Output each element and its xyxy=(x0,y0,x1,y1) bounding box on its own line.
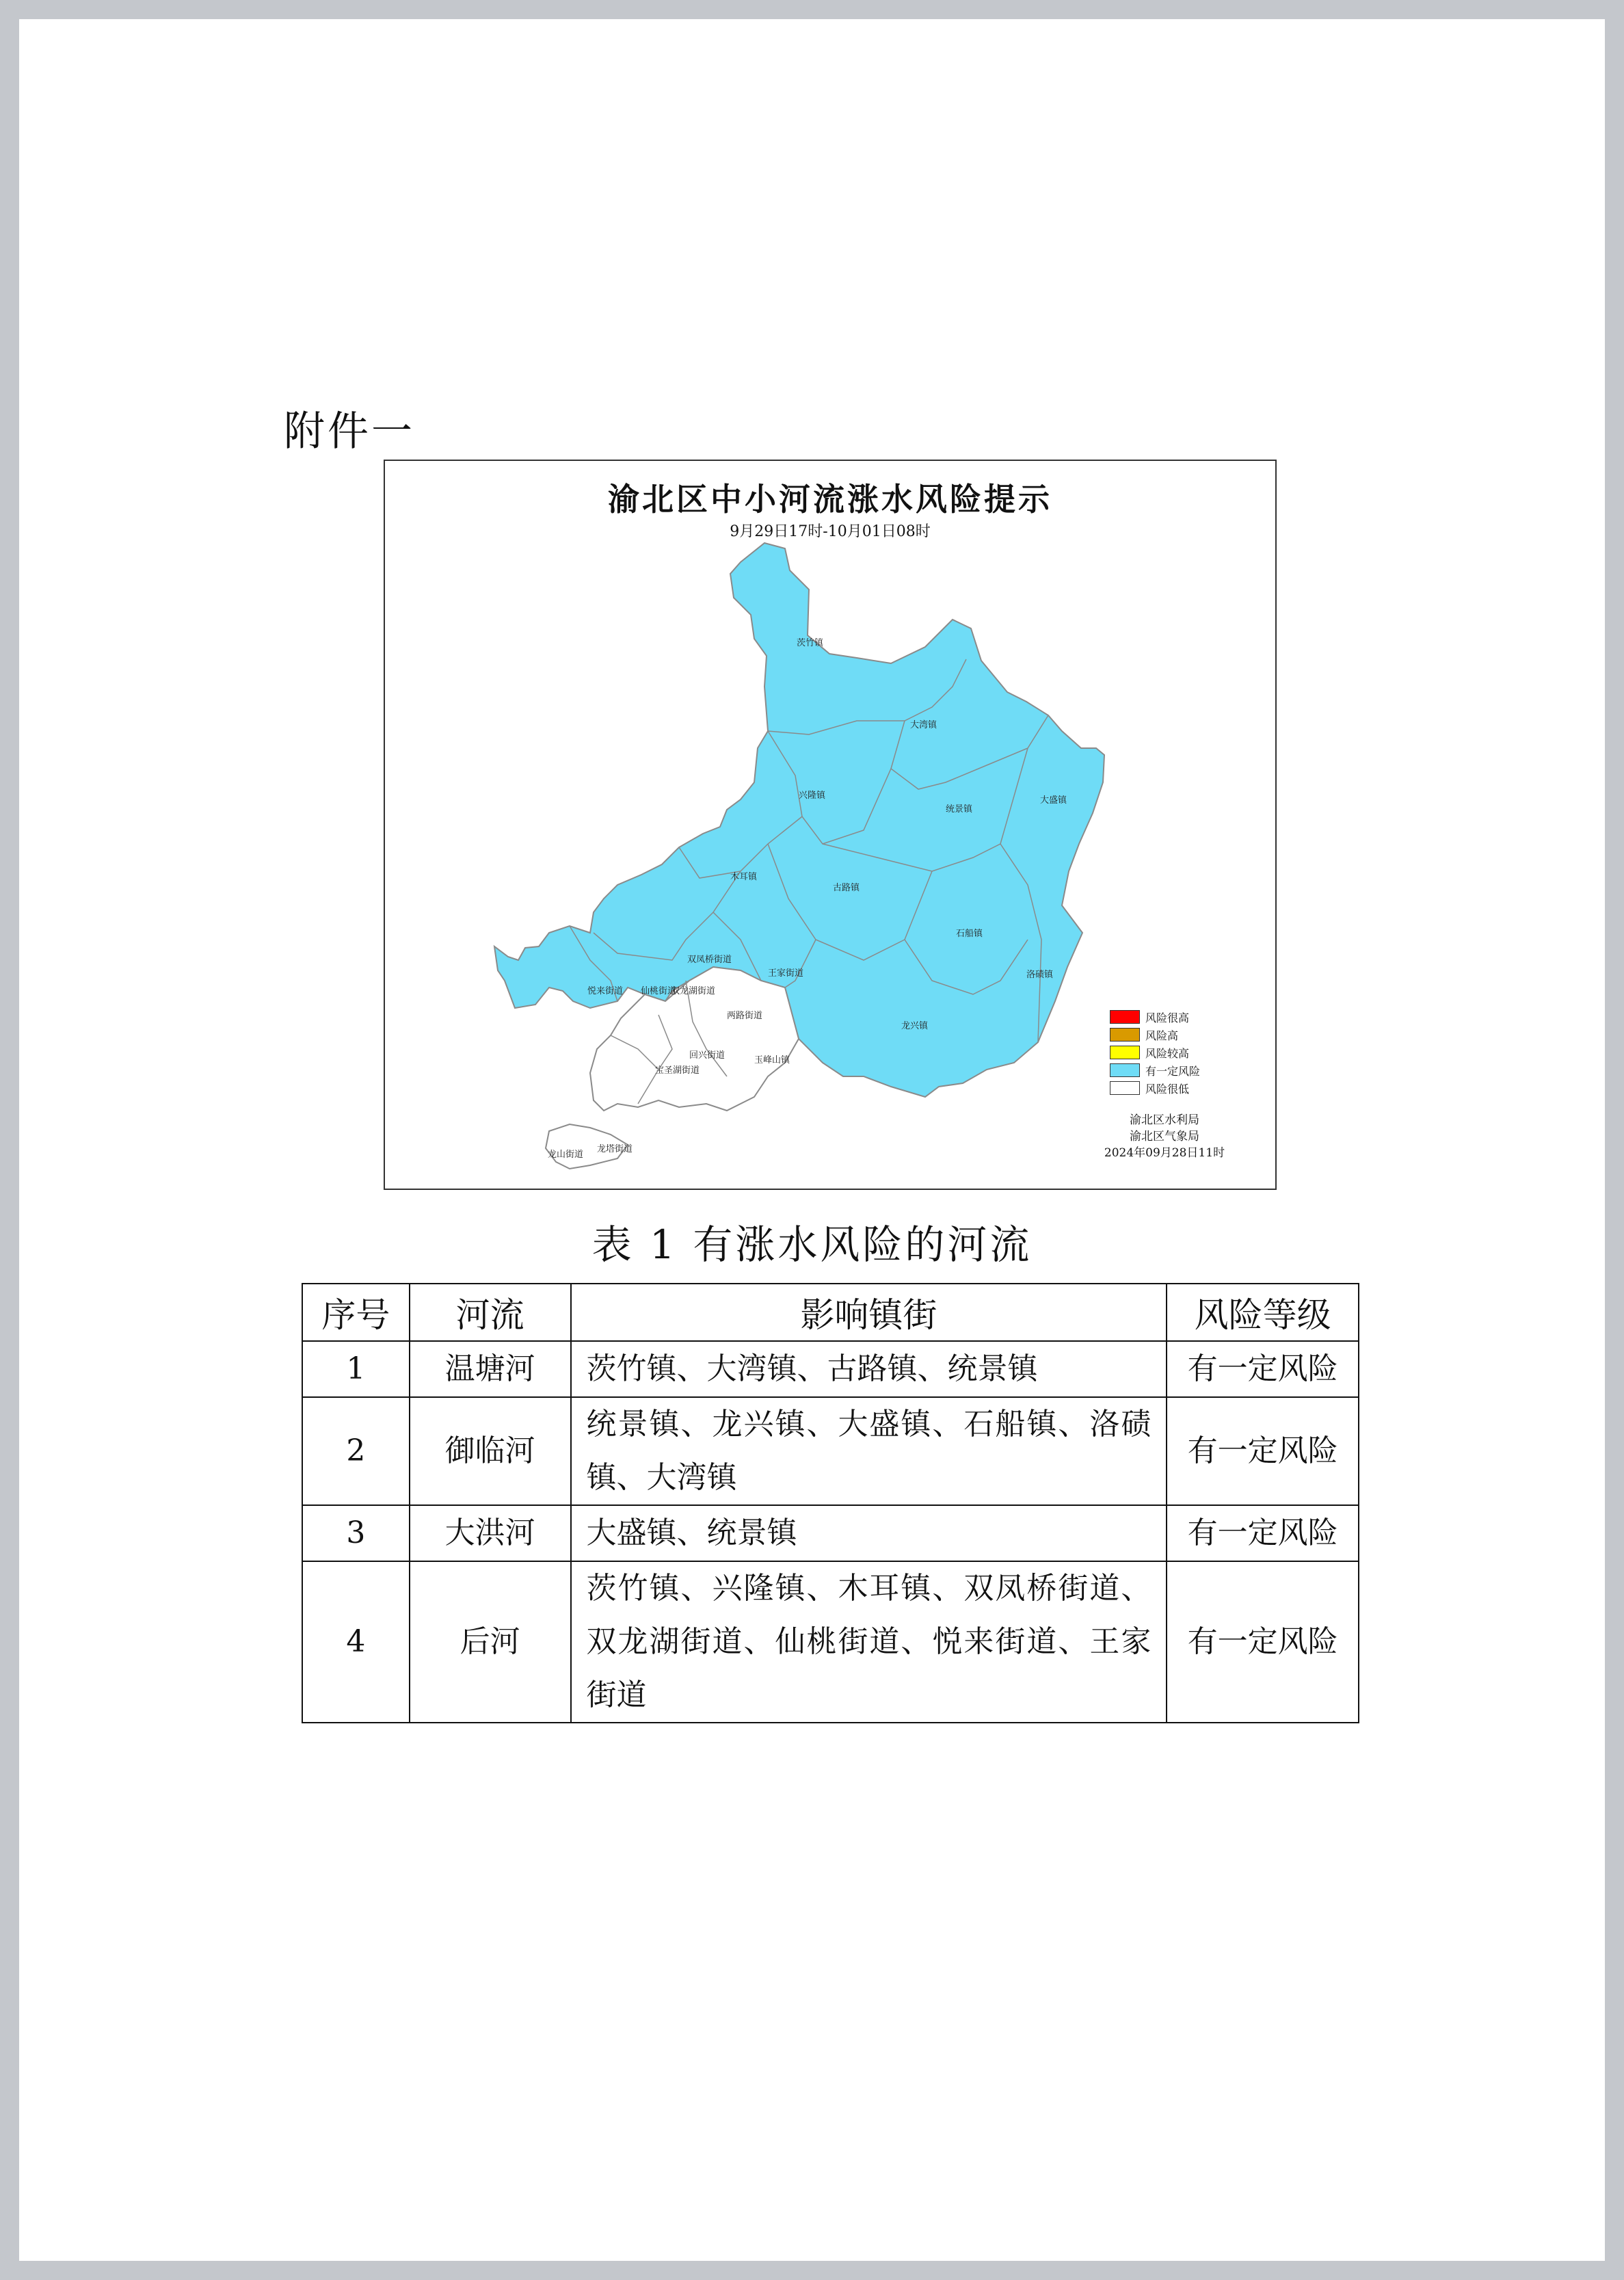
cell-towns: 大盛镇、统景镇 xyxy=(571,1505,1167,1561)
table-row xyxy=(302,1505,1359,1561)
table-header-row xyxy=(302,1284,1359,1341)
legend-swatch xyxy=(1110,1081,1140,1095)
town-label-yufengshan: 玉峰山镇 xyxy=(754,1055,790,1065)
cell-level: 有一定风险 xyxy=(1167,1341,1359,1397)
header-towns: 影响镇街 xyxy=(571,1284,1167,1341)
town-label-tongjing: 统景镇 xyxy=(946,804,973,814)
attachment-title: 附件一 xyxy=(284,408,415,455)
table-row xyxy=(302,1341,1359,1397)
header-num: 序号 xyxy=(302,1284,410,1341)
cell-river: 御临河 xyxy=(410,1397,571,1505)
map-title: 渝北区中小河流涨水风险提示 xyxy=(608,481,1052,518)
cell-num: 4 xyxy=(302,1561,410,1723)
legend-label: 风险很低 xyxy=(1145,1082,1190,1096)
cell-river: 温塘河 xyxy=(410,1341,571,1397)
town-label-dasheng: 大盛镇 xyxy=(1040,795,1067,806)
town-label-shuangfengqiao: 双凤桥街道 xyxy=(687,955,732,965)
cell-level: 有一定风险 xyxy=(1167,1561,1359,1723)
document-page xyxy=(19,19,1605,2261)
legend-row xyxy=(1110,1026,1200,1044)
credit-issued-time: 2024年09月28日11时 xyxy=(1104,1146,1225,1160)
cell-river: 大洪河 xyxy=(410,1505,571,1561)
legend-label: 有一定风险 xyxy=(1145,1064,1201,1078)
town-label-xinglong: 兴隆镇 xyxy=(799,791,826,801)
credit-agency-weather: 渝北区气象局 xyxy=(1130,1130,1199,1143)
legend-swatch xyxy=(1110,1046,1140,1059)
map-legend xyxy=(1110,1008,1200,1097)
cell-river: 后河 xyxy=(410,1561,571,1723)
river-risk-table xyxy=(302,1283,1359,1723)
town-label-longta: 龙塔街道 xyxy=(597,1144,633,1154)
cell-level: 有一定风险 xyxy=(1167,1505,1359,1561)
legend-row xyxy=(1110,1044,1200,1061)
cell-towns: 茨竹镇、兴隆镇、木耳镇、双凤桥街道、双龙湖街道、仙桃街道、悦来街道、王家街道 xyxy=(571,1561,1167,1723)
town-label-dawan: 大湾镇 xyxy=(910,720,937,730)
legend-row xyxy=(1110,1079,1200,1097)
cell-towns: 统景镇、龙兴镇、大盛镇、石船镇、洛碛镇、大湾镇 xyxy=(571,1397,1167,1505)
town-label-longxing: 龙兴镇 xyxy=(901,1021,929,1031)
town-label-luoqi: 洛碛镇 xyxy=(1026,970,1054,980)
map-subtitle: 9月29日17时-10月01日08时 xyxy=(730,523,931,540)
town-label-xiantao: 仙桃街道 xyxy=(641,986,677,996)
cell-towns: 茨竹镇、大湾镇、古路镇、统景镇 xyxy=(571,1341,1167,1397)
table-row xyxy=(302,1397,1359,1505)
legend-row xyxy=(1110,1008,1200,1026)
cell-level: 有一定风险 xyxy=(1167,1397,1359,1505)
town-label-shichuan: 石船镇 xyxy=(956,929,983,939)
cell-num: 2 xyxy=(302,1397,410,1505)
legend-swatch xyxy=(1110,1028,1140,1042)
town-label-baoshenghu: 宝圣湖街道 xyxy=(655,1065,700,1076)
legend-row xyxy=(1110,1061,1200,1079)
risk-map xyxy=(384,460,1277,1190)
header-river: 河流 xyxy=(410,1284,571,1341)
map-credits xyxy=(1069,1112,1260,1161)
legend-swatch xyxy=(1110,1010,1140,1024)
town-label-lianglu: 两路街道 xyxy=(727,1011,763,1021)
town-label-muer: 木耳镇 xyxy=(730,872,758,882)
town-label-shuanglonghu: 双龙湖街道 xyxy=(671,986,716,996)
risk-area-moderate xyxy=(494,543,1104,1097)
table-caption: 表 1 有涨水风险的河流 xyxy=(591,1221,1033,1268)
legend-label: 风险较高 xyxy=(1145,1046,1190,1060)
legend-label: 风险高 xyxy=(1145,1029,1179,1042)
town-label-wangjia: 王家街道 xyxy=(768,968,804,979)
credit-agency-water: 渝北区水利局 xyxy=(1130,1113,1199,1127)
cell-num: 1 xyxy=(302,1341,410,1397)
town-label-longshan: 龙山街道 xyxy=(548,1150,584,1160)
town-label-yuelai: 悦来街道 xyxy=(587,986,624,996)
town-label-gulu: 古路镇 xyxy=(833,883,860,893)
town-label-huixing: 回兴街道 xyxy=(689,1050,726,1061)
cell-num: 3 xyxy=(302,1505,410,1561)
legend-label: 风险很高 xyxy=(1145,1011,1190,1024)
town-label-cizhu: 茨竹镇 xyxy=(797,638,824,648)
legend-swatch xyxy=(1110,1063,1140,1077)
table-row xyxy=(302,1561,1359,1723)
header-level: 风险等级 xyxy=(1167,1284,1359,1341)
